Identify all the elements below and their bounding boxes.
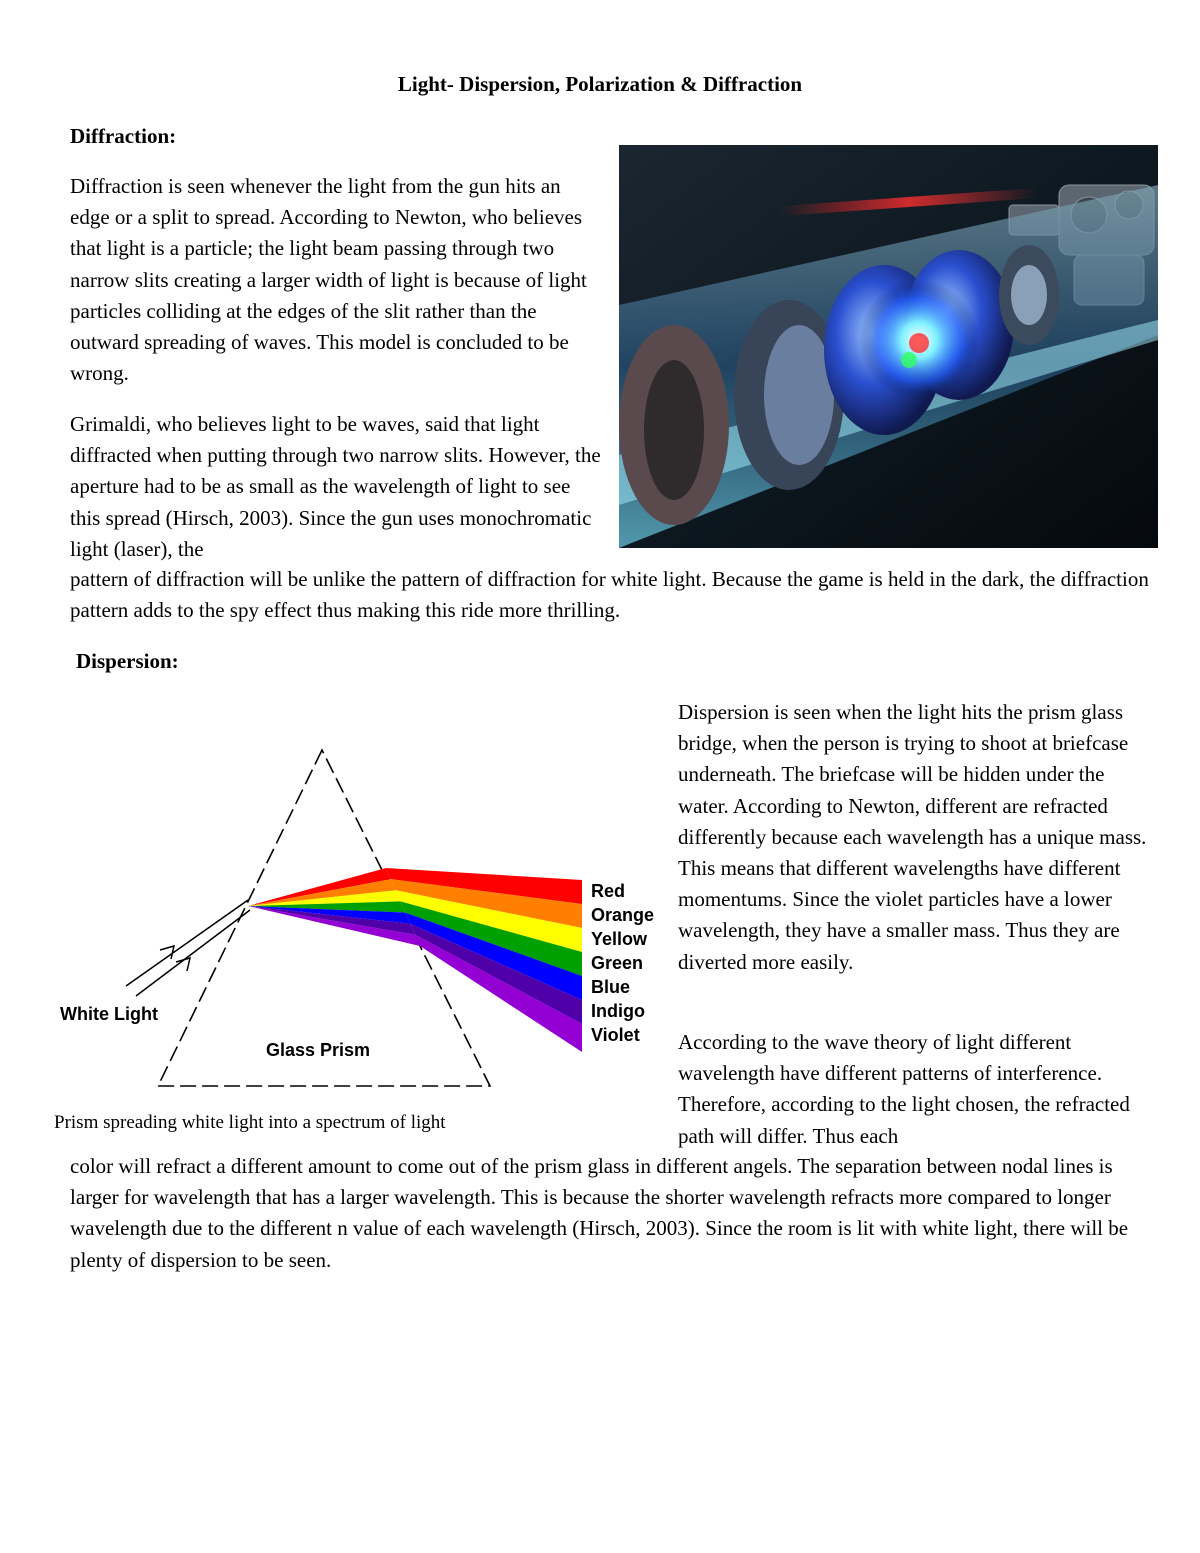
diffraction-heading: Diffraction: (70, 124, 177, 148)
diffraction-paragraph-2-continued: pattern of diffraction will be unlike the pattern of diffraction for white light. Because the game is held in the dark, the diffraction pattern adds to the spy effect thus making this ride more thrilling. (70, 567, 1149, 623)
band-label-violet: Violet (591, 1025, 640, 1045)
prism-diagram (48, 740, 668, 1140)
band-label-yellow: Yellow (591, 929, 648, 949)
band-label-blue: Blue (591, 977, 631, 997)
diffraction-paragraph-2: Grimaldi, who believes light to be waves, said that light diffracted when putting through two narrow slits. However, the aperture had to be as small as the wavelength of light to see this spread (Hirsch, 2003). Since the gun uses monochromatic light (laser), the (70, 412, 601, 561)
light-tube-photo (619, 145, 1158, 548)
dispersion-paragraph-2: According to the wave theory of light different wavelength have different patterns of interference. Therefore, according to the light chosen, the refracted path will differ. Thus each (678, 1030, 1130, 1148)
dispersion-paragraph-2-continued: color will refract a different amount to come out of the prism glass in different angels. The separation between nodal lines is larger for wavelength that has a larger wavelength. This is because the shorter wavelength refracts more compared to longer wavelength due to the different n value of each wavelength (Hirsch, 2003). Since the room is lit with white light, there will be plenty of dispersion to be seen. (70, 1154, 1129, 1272)
diffraction-paragraph-1: Diffraction is seen whenever the light from the gun hits an edge or a split to spread. According to Newton, who believes that light is a particle; the light beam passing through two narrow slits creating a larger width of light is because of light particles colliding at the edges of the slit rather than the outward spreading of waves. This model is concluded to be wrong. (70, 174, 587, 386)
white-light-label: White Light (60, 1004, 158, 1024)
dispersion-paragraph-1: Dispersion is seen when the light hits the prism glass bridge, when the person is trying to shoot at briefcase underneath. The briefcase will be hidden under the water. According to Newton, different are refracted differently because each wavelength has a unique mass. This means that different wavelengths have different momentums. Since the violet particles have a lower wavelength, they have a smaller mass. Thus they are diverted more easily. (678, 700, 1147, 974)
band-label-green: Green (591, 953, 644, 973)
white-light-rays (126, 900, 250, 996)
page-title: Light- Dispersion, Polarization & Diffraction (397, 72, 803, 96)
band-label-red: Red (591, 881, 626, 901)
dispersion-heading: Dispersion: (76, 649, 179, 673)
band-label-orange: Orange (591, 905, 655, 925)
band-label-indigo: Indigo (591, 1001, 645, 1021)
prism-caption: Prism spreading white light into a spectrum of light (54, 1112, 446, 1133)
glass-prism-label: Glass Prism (266, 1040, 371, 1060)
